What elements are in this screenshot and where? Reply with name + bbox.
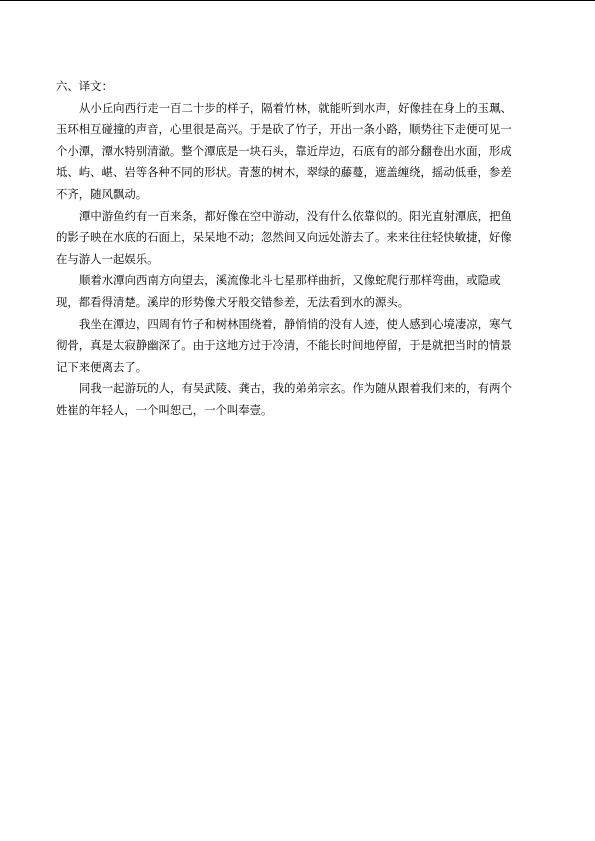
paragraph-line: 不齐，随风飘动。 — [56, 186, 148, 201]
paragraph-4 — [56, 314, 539, 379]
paragraph-line: 个小潭，潭水特别清澈。整个潭底是一块石头，靠近岸边，石底有的部分翻卷出水面，形成 — [56, 143, 512, 158]
paragraph-2 — [56, 206, 539, 271]
section-heading: 六、译文： — [56, 79, 113, 93]
paragraph-1 — [56, 98, 539, 206]
paragraph-line: 现，都看得清楚。溪岸的形势像犬牙般交错参差，无法看到水的源头。 — [56, 294, 410, 309]
paragraph-line: 同我一起游玩的人，有吴武陵、龚古，我的弟弟宗玄。作为随从跟着我们来的，有两个 — [79, 381, 512, 396]
paragraph-line: 玉环相互碰撞的声音，心里很是高兴。于是砍了竹子，开出一条小路，顺势往下走便可见一 — [56, 122, 512, 137]
paragraph-line: 姓崔的年轻人，一个叫恕己，一个叫奉壹。 — [56, 402, 273, 417]
paragraph-5 — [56, 378, 539, 421]
paragraph-3 — [56, 270, 539, 313]
paragraph-line: 的影子映在水底的石面上，呆呆地不动；忽然间又向远处游去了。来来往往轻快敏捷，好像 — [56, 230, 512, 245]
paragraph-line: 记下来便离去了。 — [56, 359, 148, 374]
paragraph-line: 从小丘向西行走一百二十步的样子，隔着竹林，就能听到水声，好像挂在身上的玉珮、 — [79, 100, 512, 115]
paragraph-line: 潭中游鱼约有一百来条，都好像在空中游动，没有什么依靠似的。阳光直射潭底，把鱼 — [79, 208, 512, 223]
paragraph-line: 我坐在潭边，四周有竹子和树林围绕着，静悄悄的没有人迹，使人感到心境凄凉，寒气 — [79, 316, 512, 331]
paragraph-line: 在与游人一起娱乐。 — [56, 251, 159, 266]
paragraph-line: 顺着水潭向西南方向望去，溪流像北斗七星那样曲折，又像蛇爬行那样弯曲，或隐或 — [79, 273, 501, 288]
page-top-rule — [0, 0, 595, 1]
paragraph-line: 坻、屿、嵁、岩等各种不同的形状。青葱的树木，翠绿的藤蔓，遮盖缠绕，摇动低垂，参差 — [56, 165, 512, 180]
document-body — [56, 76, 539, 422]
paragraph-line: 彻骨，真是太寂静幽深了。由于这地方过于冷清，不能长时间地停留，于是就把当时的情景 — [56, 338, 512, 353]
